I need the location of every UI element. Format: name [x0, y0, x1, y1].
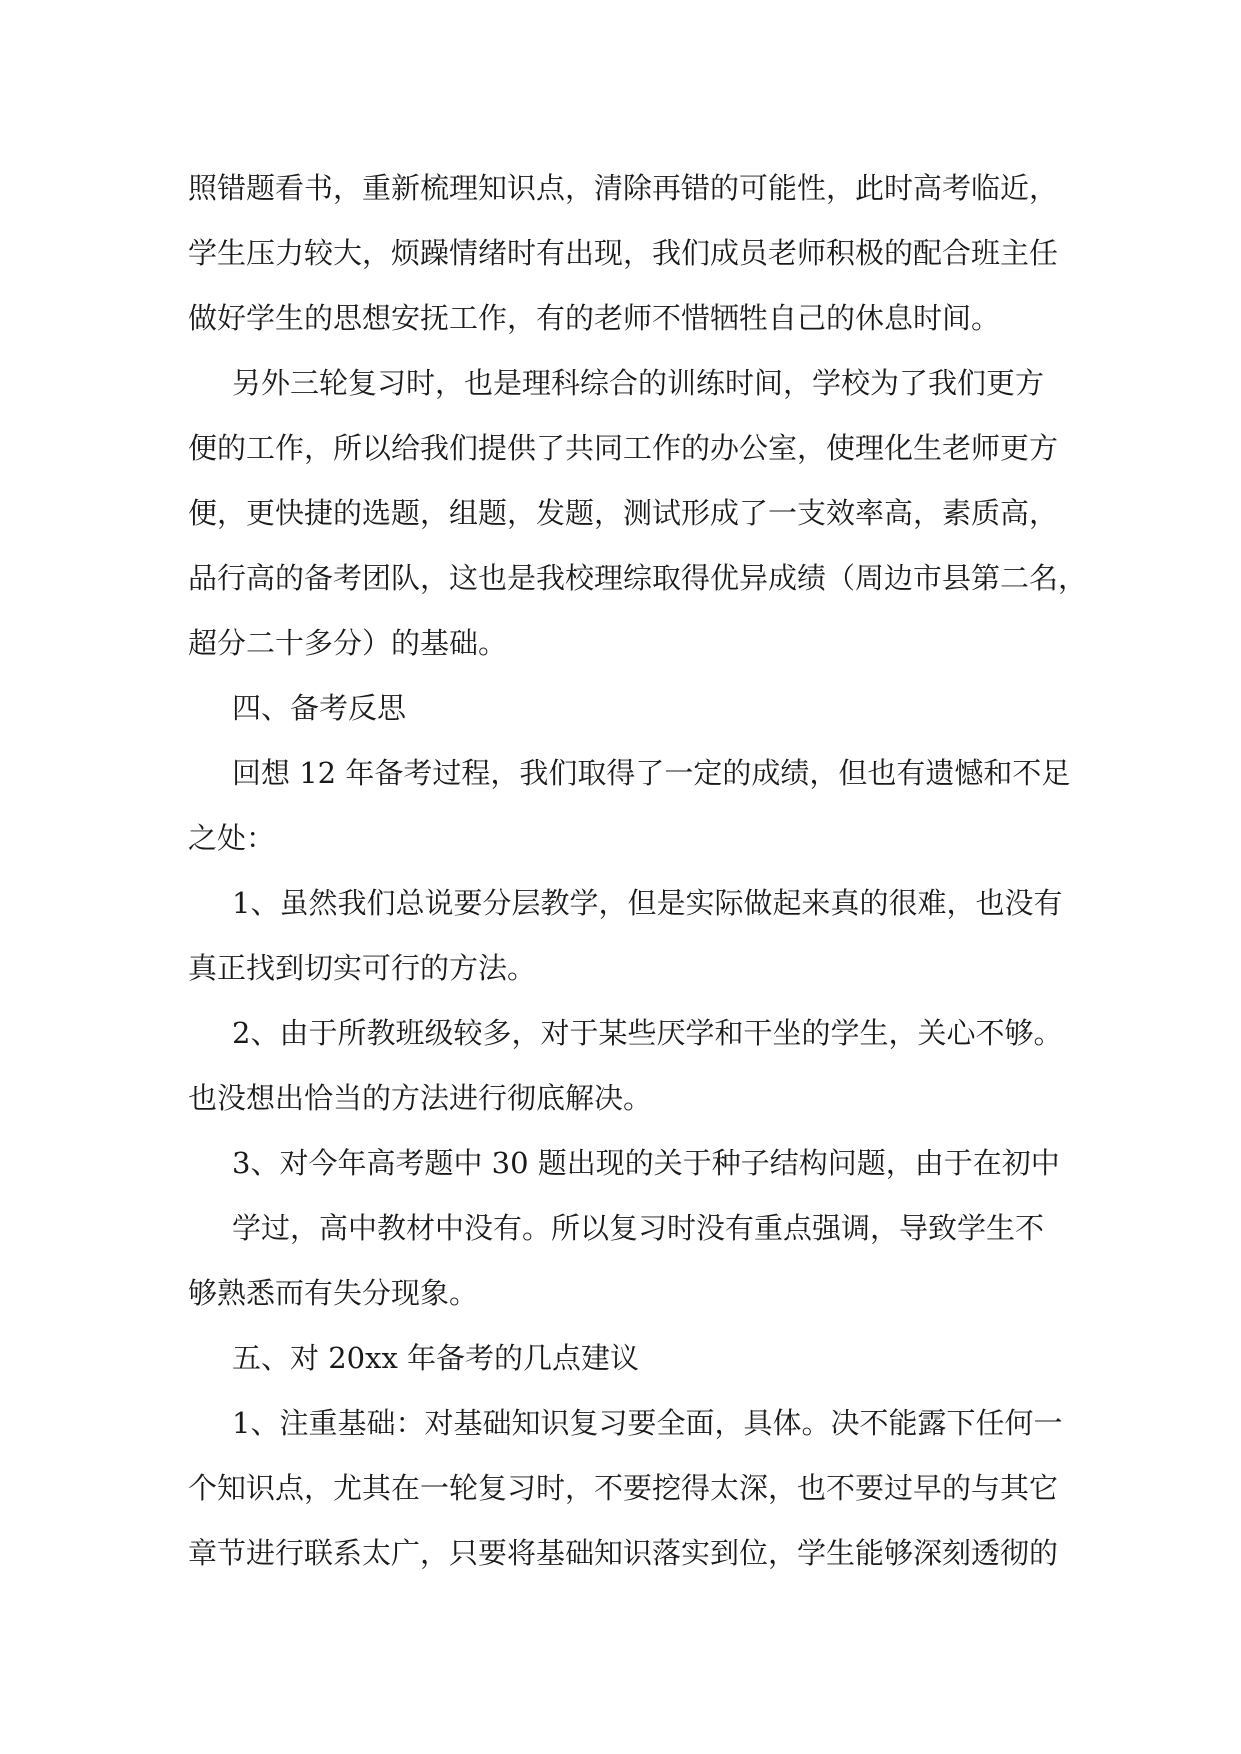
paragraph-p7: [188, 1131, 1068, 1326]
text-line: 便的工作，所以给我们提供了共同工作的办公室，使理化生老师更方: [188, 431, 1059, 465]
paragraph-p6: [188, 1001, 1068, 1131]
paragraph-p9: [188, 1391, 1068, 1586]
text-line: 3、对今年高考题中 30 题出现的关于种子结构问题，由于在初中: [232, 1146, 1060, 1180]
text-line: 超分二十多分）的基础。: [188, 626, 508, 660]
text-line: 个知识点，尤其在一轮复习时，不要挖得太深，也不要过早的与其它: [188, 1471, 1059, 1505]
text-line: 四、备考反思: [232, 691, 407, 725]
text-line: 1、虽然我们总说要分层教学，但是实际做起来真的很难，也没有: [232, 886, 1063, 920]
document-body: [188, 156, 1088, 1586]
paragraph-p8: [188, 1326, 1068, 1391]
text-line: 学过，高中教材中没有。所以复习时没有重点强调，导致学生不: [232, 1211, 1045, 1245]
text-line: 做好学生的思想安抚工作，有的老师不惜牺牲自己的休息时间。: [188, 301, 1001, 335]
paragraph-p2: [188, 351, 1088, 676]
text-line: 够熟悉而有失分现象。: [188, 1276, 479, 1310]
paragraph-p3: [188, 676, 1068, 741]
text-line: 学生压力较大，烦躁情绪时有出现，我们成员老师积极的配合班主任: [188, 236, 1059, 270]
text-line: 照错题看书，重新梳理知识点，清除再错的可能性，此时高考临近，: [188, 171, 1059, 205]
text-line: 也没想出恰当的方法进行彻底解决。: [188, 1081, 653, 1115]
text-line: 2、由于所教班级较多，对于某些厌学和干坐的学生，关心不够。: [232, 1016, 1063, 1050]
text-line: 另外三轮复习时，也是理科综合的训练时间，学校为了我们更方: [232, 366, 1045, 400]
text-line: 回想 12 年备考过程，我们取得了一定的成绩，但也有遗憾和不足: [232, 756, 1071, 790]
text-line: 便，更快捷的选题，组题，发题，测试形成了一支效率高，素质高，: [188, 496, 1059, 530]
text-line: 品行高的备考团队，这也是我校理综取得优异成绩（周边市县第二名，: [188, 561, 1088, 595]
text-line: 真正找到切实可行的方法。: [188, 951, 537, 985]
text-line: 章节进行联系太广，只要将基础知识落实到位，学生能够深刻透彻的: [188, 1536, 1059, 1570]
text-line: 1、注重基础：对基础知识复习要全面，具体。决不能露下任何一: [232, 1406, 1063, 1440]
paragraph-p4: [188, 741, 1071, 871]
paragraph-p5: [188, 871, 1068, 1001]
text-line: 五、对 20xx 年备考的几点建议: [232, 1341, 640, 1375]
text-line: 之处：: [188, 821, 276, 855]
paragraph-p1: [188, 156, 1068, 351]
